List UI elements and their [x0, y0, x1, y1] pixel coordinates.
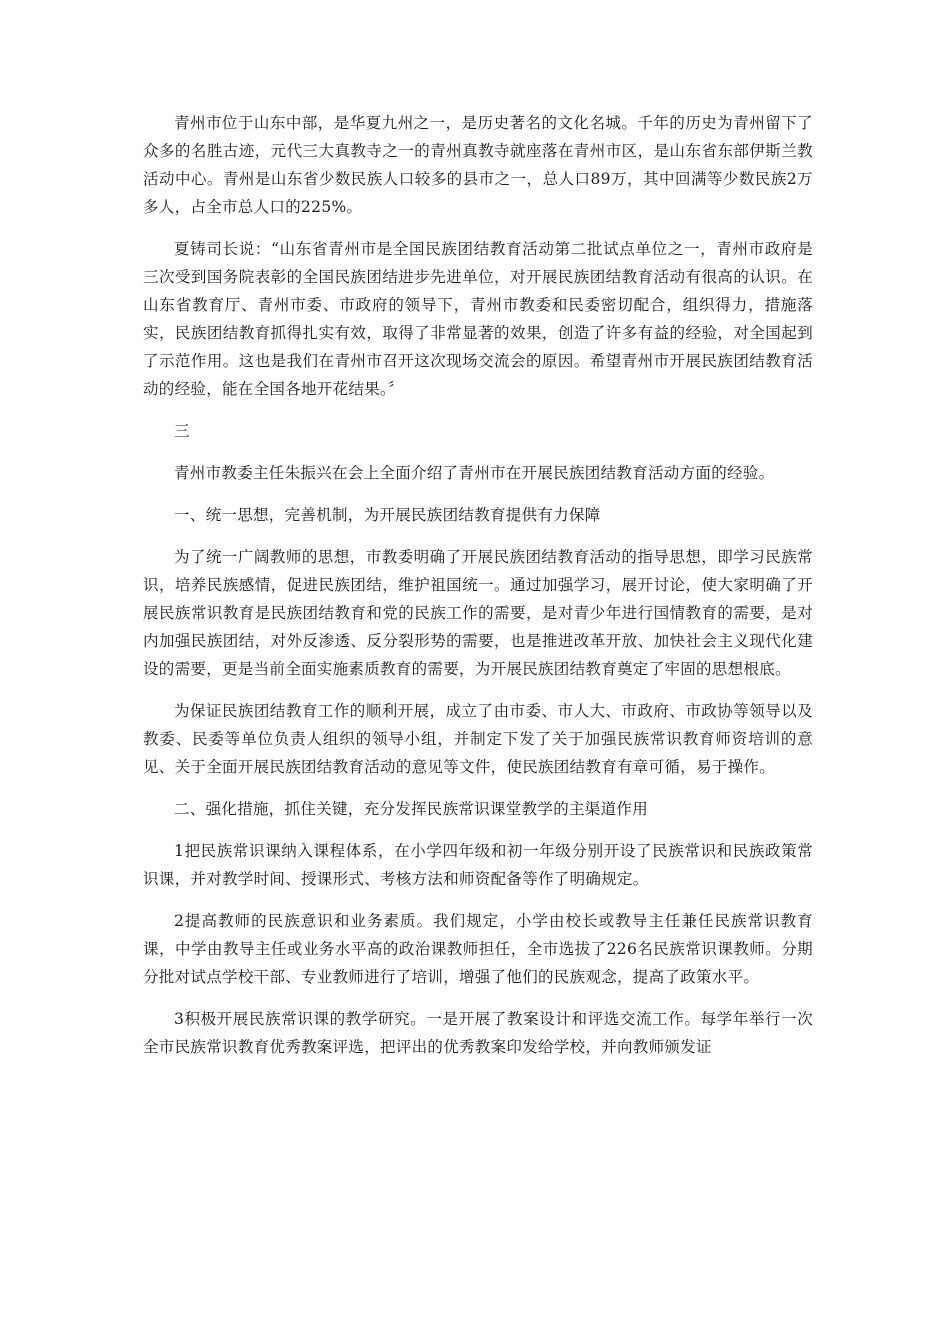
paragraph-zhu-zhenxing-intro: 青州市教委主任朱振兴在会上全面介绍了青州市在开展民族团结教育活动方面的经验。 [174, 464, 775, 482]
paragraph-leading-group: 为保证民族团结教育工作的顺利开展，成立了由市委、市人大、市政府、市政协等领导以及教委、民委等单位负责人组织的领导小组，并制定下发了关于加强民族常识教育师资培训的意见、关于全面开展民族团结教育活动的意见等文件，使民族团结教育有章可循，易于操作。 [143, 702, 813, 776]
section-heading-one: 一、统一思想，完善机制，为开展民族团结教育提供有力保障 [174, 506, 601, 524]
paragraph-item-2: 2提高教师的民族意识和业务素质。我们规定，小学由校长或教导主任兼任民族常识教育课，中学由教导主任或业务水平高的政治课教师担任，全市选拔了226名民族常识课教师。分期分批对试点学校干部、专业教师进行了培训，增强了他们的民族观念，提高了政策水平。 [143, 912, 813, 986]
paragraph-intro-qingzhou: 青州市位于山东中部，是华夏九州之一，是历史著名的文化名城。千年的历史为青州留下了众多的名胜古迹，元代三大真教寺之一的青州真教寺就座落在青州市区，是山东省东部伊斯兰教活动中心。青州是山东省少数民族人口较多的县市之一，总人口89万，其中回满等少数民族2万多人，占全市总人口的225%。 [143, 114, 813, 216]
paragraph-item-1: 1把民族常识课纳入课程体系，在小学四年级和初一年级分别开设了民族常识和民族政策常识课，并对教学时间、授课形式、考核方法和师资配备等作了明确规定。 [143, 842, 813, 888]
paragraph-unify-thinking: 为了统一广阔教师的思想，市教委明确了开展民族团结教育活动的指导思想，即学习民族常识，培养民族感情，促进民族团结，维护祖国统一。通过加强学习，展开讨论，使大家明确了开展民族常识教育是民族团结教育和党的民族工作的需要，是对青少年进行国情教育的需要，是对内加强民族团结，对外反渗透、反分裂形势的需要，也是推进改革开放、加快社会主义现代化建设的需要，更是当前全面实施素质教育的需要，为开展民族团结教育奠定了牢固的思想根底。 [143, 548, 813, 678]
section-heading-two: 二、强化措施，抓住关键，充分发挥民族常识课堂教学的主渠道作用 [174, 800, 649, 818]
section-number-three: 三 [174, 422, 190, 440]
paragraph-xia-zhu-quote: 夏铸司长说：“山东省青州市是全国民族团结教育活动第二批试点单位之一，青州市政府是三次受到国务院表彰的全国民族团结进步先进单位，对开展民族团结教育活动有很高的认识。在山东省教育厅、青州市委、市政府的领导下，青州市教委和民委密切配合，组织得力，措施落实，民族团结教育抓得扎实有效，取得了非常显著的效果，创造了许多有益的经验，对全国起到了示范作用。这也是我们在青州市召开这次现场交流会的原因。希望青州市开展民族团结教育活动的经验，能在全国各地开花结果。〞 [143, 240, 813, 398]
paragraph-item-3: 3积极开展民族常识课的教学研究。一是开展了教案设计和评选交流工作。每学年举行一次全市民族常识教育优秀教案评选，把评出的优秀教案印发给学校，并向教师颁发证 [143, 1010, 813, 1056]
document-body [143, 109, 813, 1075]
